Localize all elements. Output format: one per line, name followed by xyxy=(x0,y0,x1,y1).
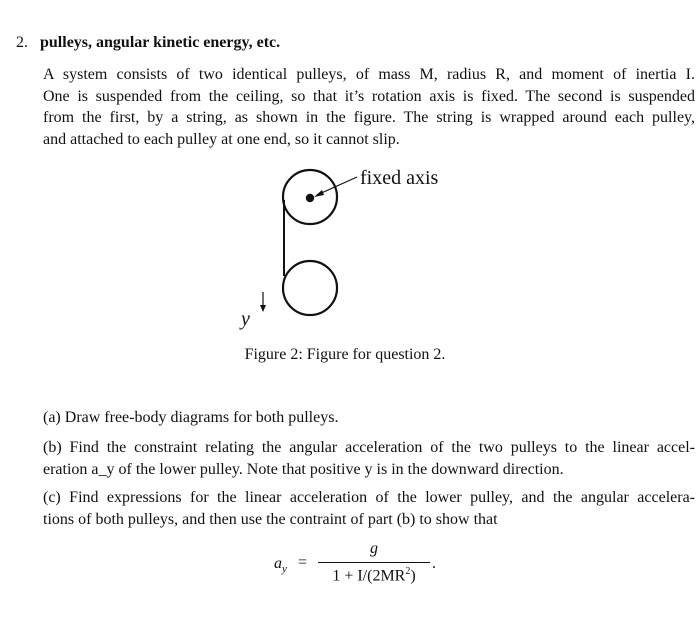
lhs-subscript: y xyxy=(282,563,287,576)
figure-caption xyxy=(0,346,700,364)
part-c xyxy=(43,487,695,530)
statement-line: One is suspended from the ceiling, so that it’s rotation axis is fixed. The second is suspended xyxy=(43,87,695,105)
part-a-text: (a) Draw free-body diagrams for both pulleys. xyxy=(43,409,339,426)
pulley-figure xyxy=(230,160,470,330)
lhs-symbol: a xyxy=(274,555,282,572)
fraction-bar xyxy=(318,562,430,563)
question-title: pulleys, angular kinetic energy, etc. xyxy=(40,34,281,51)
question-number: 2. xyxy=(16,34,28,51)
figure-caption-text: Figure 2: Figure for question 2. xyxy=(244,346,446,363)
fixed-axis-dot xyxy=(306,194,314,202)
part-b xyxy=(43,437,695,480)
y-direction-label: y xyxy=(241,308,250,330)
denominator-close: ) xyxy=(410,567,416,585)
part-c-line: (c) Find expressions for the linear acceleration of the lower pulley, and the angular accelera- xyxy=(43,489,695,506)
denominator-exponent: 2 xyxy=(405,566,411,577)
statement-line: from the first, by a string, as shown in the figure. The string is wrapped around each pulley, xyxy=(43,109,695,126)
question-heading xyxy=(16,34,280,52)
part-c-line: tions of both pulleys, and then use the contraint of part (b) to show that xyxy=(43,510,498,528)
equals-sign: = xyxy=(298,554,308,571)
axis-pointer-arrowhead xyxy=(314,190,324,197)
problem-statement xyxy=(43,64,695,150)
equation-lhs xyxy=(274,555,287,575)
statement-line: A system consists of two identical pulleys, of mass M, radius R, and moment of inertia I. xyxy=(43,66,695,83)
part-b-line: eration a_y of the lower pulley. Note that positive y is in the downward direction. xyxy=(43,460,564,478)
denominator-text: 1 + I/(2MR xyxy=(332,567,406,585)
y-direction-arrowhead xyxy=(260,305,266,312)
equation-terminator: . xyxy=(432,555,436,572)
fixed-axis-label: fixed axis xyxy=(360,167,439,189)
part-b-line: (b) Find the constraint relating the angular acceleration of the two pulleys to the linear accel- xyxy=(43,439,695,456)
fraction xyxy=(318,540,430,585)
statement-line: and attached to each pulley at one end, so it cannot slip. xyxy=(43,130,400,148)
fraction-denominator xyxy=(318,566,430,585)
fraction-numerator: g xyxy=(370,540,378,557)
part-a xyxy=(43,407,695,429)
lower-pulley xyxy=(283,261,337,315)
